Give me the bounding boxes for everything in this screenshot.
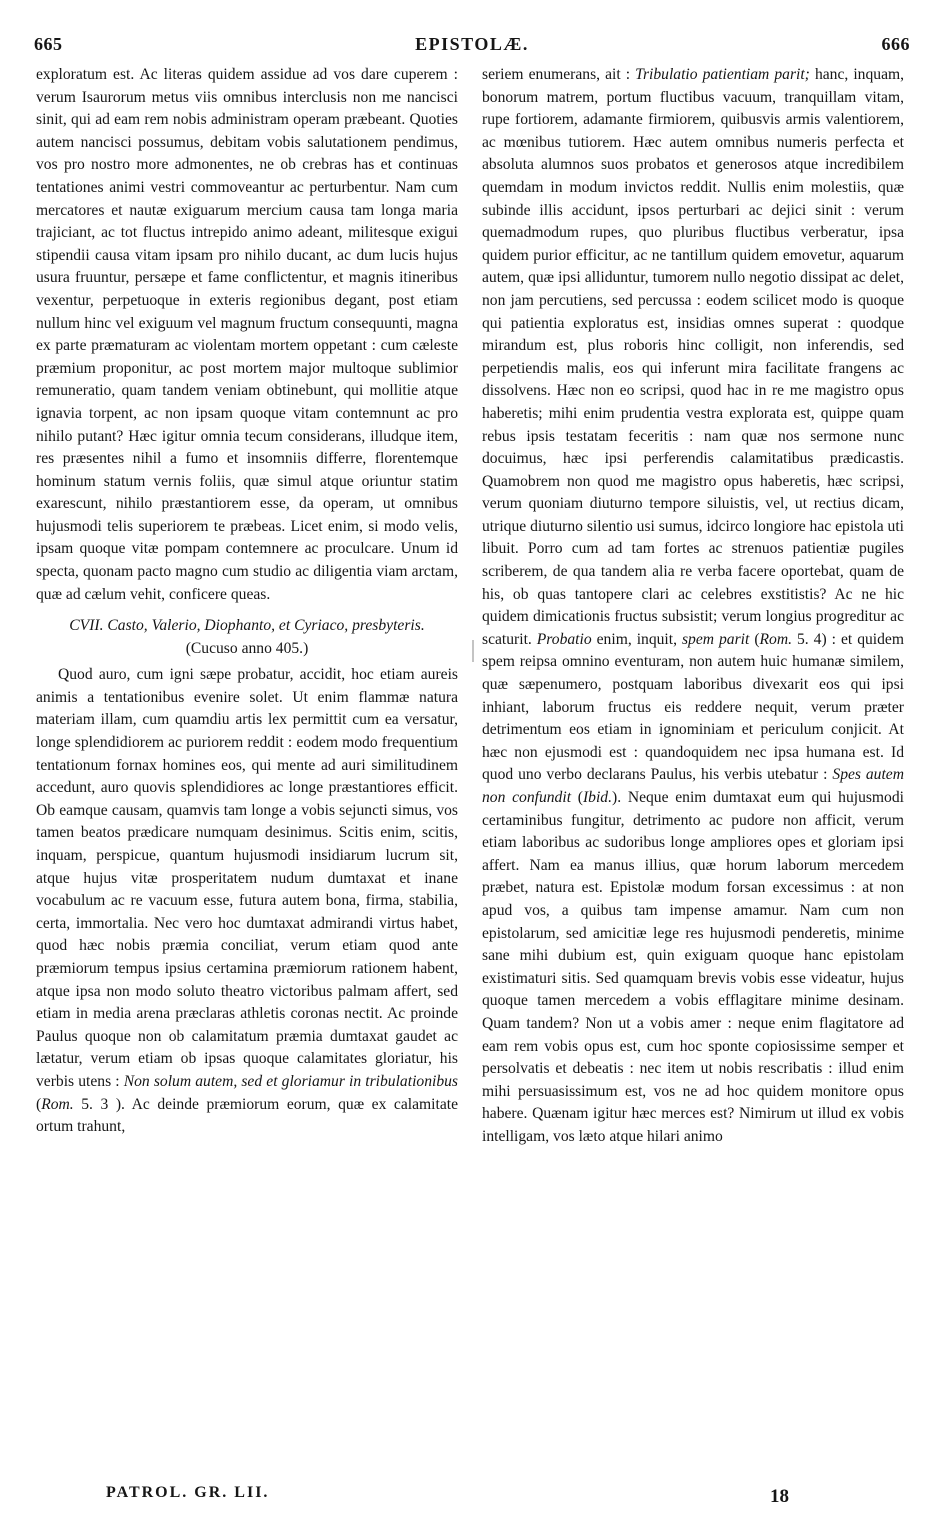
right-column bbox=[482, 64, 904, 1149]
letter-body-text: Quod auro, cum igni sæpe probatur, accidit, hoc etiam aureis animis a tentationibus evenire solet. Ut enim flammæ natura materiam illam, cum quamdiu artis lex permittit cum ea versatur, longe splendidiorem ac puriorem reddit : eodem modo frequentium tentationum fornax homines eos, qui mente ad auri similitudinem accedunt, auro quovis splendidiores ac longe præstantiores efficit. Ob eamque causam, quamvis tam longe a vobis sejuncti simus, vos tamen beatos prædicare numquam desinimus. Scitis enim, scitis, inquam, perspicue, quantum hujusmodi insidiarum lucrum sit, atque hujus vitæ prosperitatem nudum dumtaxat et inane vocabulum ac re vacuum esse, futura autem bona, firma, stabilia, certa, immortalia. Nec vero hoc dumtaxat admirandi virtus habet, quod hæc nobis præmia conciliat, verum etiam quod ante præmiorum tempus ipsius certamina præmiorum rationem habent, atque ipsa non modo soluto theatro victoribus palmam affert, sed etiam in media arena præclaras athletis coronas nectit. Ac proinde Paulus quoque non ob calamitatum præmia dumtaxat gaudet ac lætatur, verum etiam ob ipsas quoque calamitates gloriatur, his verbis utens : bbox=[36, 666, 458, 1090]
quote-tribulatio: Tribulatio patientiam parit; bbox=[635, 66, 810, 83]
quote-spes-autem: Spes autem non confundit bbox=[482, 766, 904, 806]
quote-probatio: Probatio bbox=[536, 630, 592, 648]
running-title: EPISTOLÆ. bbox=[415, 34, 529, 54]
letter-body-paragraph bbox=[36, 664, 458, 1138]
right-text-b: hanc, inquam, bonorum matrem, portum fluctibus vacuum, tranquillam vitam, rupe fortiorem, adamante firmiorem, quibusvis armis valentiorem, ac mœnibus tutiorem. Hæc autem omnibus numeris perfecta et absoluta alumnos suos probatos et generosos atque incredibilem quemdam in modum invictos reddit. Nullis enim molestiis, quæ subinde illis accidunt, ipsos perturbari ac dejici sinit : verum quemadmodum rupes, quo pluribus fluctibus verberatur, ipsa quidem purior efficitur, ac ne tantillum quidem emovetur, aquarum autem, quæ ipsi alliduntur, tumorem nullo negotio dissipat ac delet, non jam percutiens, sed percussa : eodem scilicet modo is quoque qui patientia exploratus est, insidias omnes superat : quodque mirandum est, plus roboris hinc colligit, non inferendis, sed perpetiendis malis, eos qui inferunt mira facilitate frangens ac dissolvens. Hæc non eo scripsi, quod hac in re me magistro opus haberetis; mihi enim prudentia vestra explorata est, quippe quam rebus ipsis testatam feceritis : nam quæ nos sermone nunc docuimus, hæc ipsi perferendis calamitatibus prædicastis. Quamobrem non quod me magistro opus haberetis, hæc scripsi, verum quoniam diuturno tempore siluistis, vel, ut rectius dicam, utrique diuturno silentio usi sumus, idcirco longiore hac epistola uti libuit. Porro cum ad tam fortes ac strenuos patientiæ pugiles scriberem, de qua tandem alia re verba facere oportebat, quam de his, ob quas tantopere clari ac celebres exstitistis? Ac ne hic quidem dimicationis fructus subsistit; verum longius progreditur ac scaturit. bbox=[482, 66, 905, 648]
right-paragraph bbox=[482, 64, 904, 1149]
letter-body-text-end: 5. 3 ). Ac deinde præmiorum eorum, quæ ex calamitate ortum trahunt, bbox=[36, 1095, 458, 1136]
left-page-number: 665 bbox=[34, 34, 63, 54]
right-text-a: seriem enumerans, ait : bbox=[482, 66, 631, 83]
scripture-reference-rom: Rom. bbox=[759, 630, 793, 648]
scripture-reference-ibid: Ibid. bbox=[582, 789, 612, 806]
letter-heading-title: CVII. Casto, Valerio, Diophanto, et Cyriaco, presbyteris. bbox=[69, 617, 425, 635]
footer-signature: PATROL. GR. LII. bbox=[106, 1484, 270, 1501]
left-column bbox=[36, 64, 458, 1139]
right-page-number: 666 bbox=[881, 34, 910, 54]
letter-heading-date: (Cucuso anno 405.) bbox=[185, 640, 309, 658]
right-text-e: ). Neque enim dumtaxat eum qui hujusmodi certaminibus fungitur, detrimento ac pudore non afficit, verum etiam laboribus ac sudoribus longe ampliores opes et gloriam ipsi affert. Nam ea manus illius, quæ horum laborum mercedem præbet, natura est. Epistolæ modum forsan excessimus : at non apud vos, a quibus tam impense amamur. Nam cum non epistolarum, sed amicitiæ lege res hujusmodi penderetis, minime sane mihi dubium est, quin exiguam quoque hanc epistolam existimaturi sitis. Sed quamquam brevis vobis esse videatur, hujus quoque tamen mercedem a vobis efflagitare minime desinam. Quam tandem? Non ut a vobis amer : neque enim flagitatore ad eam rem vobis opus est, cum hoc sponte copiosissime semper et persolvatis et debeatis : nec item ut nobis rescribatis : illud enim mihi persuasissimum est, vos ne ad hoc quidem monitore opus habere. Quænam igitur hæc merces est? Nimirum ut illud ex vobis intelligam, vos læto atque hilari animo bbox=[482, 789, 904, 1145]
right-text-d: 5. 4) : et quidem spem reipsa omnino eventuram, non autem huic humanæ similem, quæ sæpenumero, postquam laboribus divexarit eos qui ipsi inhiant, laborum fructus eis reddere nequit, verum præter detrimentum eos etiam in ignominiam et periculum conjicit. At hæc non ejusmodi est : quandoquidem nec ipsa humana est. Id quod uno verbo declarans Paulus, his verbis utebatur : bbox=[482, 630, 904, 784]
ref-open-1: ( bbox=[754, 630, 760, 648]
scripture-reference: Rom. bbox=[41, 1095, 74, 1113]
margin-mark bbox=[470, 640, 476, 662]
page-header bbox=[34, 34, 910, 62]
scripture-ref-open: ( bbox=[36, 1095, 42, 1113]
scripture-quote: Non solum autem, sed et gloriamur in tribulationibus bbox=[123, 1072, 458, 1090]
footer-signature-number: 18 bbox=[770, 1486, 789, 1507]
left-paragraph-continued: exploratum est. Ac literas quidem assidue ad vos dare cuperem : verum Isaurorum metus viis omnibus interclusis non me nancisci sinit, qui ad eam rem nobis administram operam præbeant. Quoties autem nancisci possumus, debitam vobis salutationem pendimus, vos pro nostro more admonentes, ne ob crebras has et continuas tentationes animi vestri commoveantur ac perturbentur. Nam cum mercatores et nautæ exiguarum mercium causa tam longa maria trajiciant, ac tot fluctus intrepido animo adeant, militesque exigui stipendii causa vitam ipsam pro nihilo ducant, ac dum lucis hujus usura fruuntur, persæpe et fame conflictentur, et magnis itineribus vexentur, perpetuoque in exteris regionibus degant, post etiam nullum hinc vel exiguum vel magnum fructum consequunti, magna ex parte præmaturam ac violentam mortem oppetant : cum cæleste præmium proponitur, ac post mortem major multoque sublimior remuneratio, quam tandem veniam obtinebunt, qui mollitie atque ignavia torpent, ac non ipsam quoque vitam contemnunt ac pro nihilo putant? Hæc igitur omnia tecum considerans, illudque item, res præsentes nihil a fumo et insomniis differre, florentemque hominum statum vernis foliis, quæ simul atque oriuntur statim exarescunt, nihilo præstantiorem esse, da operam, ut omnibus hujusmodi telis superiorem te præbeas. Licet enim, si modo velis, ipsam quoque vitæ pompam contemnere ac proculcare. Unum id specta, quonam pacto magno cum studio ac diligentia viam arctam, quæ ad cælum vehit, conficere queas. bbox=[36, 66, 458, 603]
ref-open-2: ( bbox=[577, 789, 583, 806]
letter-heading bbox=[36, 614, 458, 660]
right-text-c: enim, inquit, bbox=[596, 630, 677, 648]
quote-spem-parit: spem parit bbox=[681, 630, 750, 648]
